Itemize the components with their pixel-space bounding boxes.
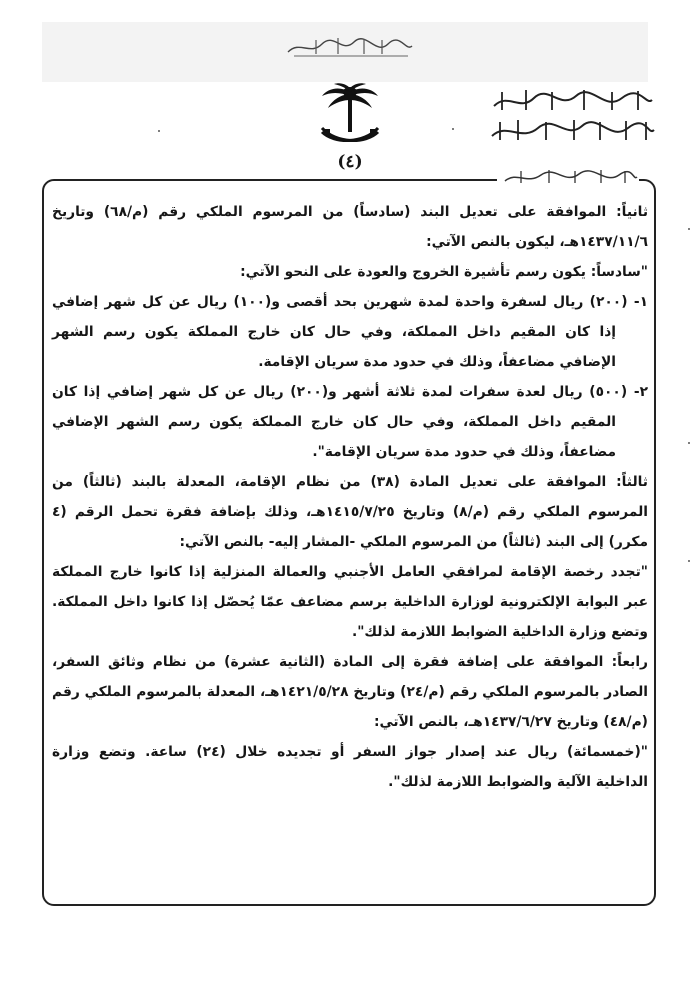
clause-fourth-text: الموافقة على إضافة فقرة إلى المادة (الثانية عشرة) من نظام وثائق السفر، الصادر بالمرسوم الملكي رقم (م/٢٤) وتاريخ ١٤٢١/٥/٢٨هـ، المعدلة بالمرسوم الملكي رقم (م/٤٨) وتاريخ ١٤٣٧/٦/٢٧هـ، بالنص الآتي: xyxy=(52,654,648,730)
clause-second-text: الموافقة على تعديل البند (سادساً) من المرسوم الملكي رقم (م/٦٨) وتاريخ ١٤٣٧/١١/٦هـ، ليكون بالنص الآتي: xyxy=(52,204,648,250)
saudi-emblem xyxy=(316,82,384,154)
clause-second xyxy=(52,197,648,257)
scan-speck xyxy=(452,128,454,130)
scan-speck xyxy=(688,442,690,444)
clause-fourth-lead: رابعاً: xyxy=(603,654,648,670)
scan-speck xyxy=(688,560,690,562)
clause-third-text: الموافقة على تعديل المادة (٣٨) من نظام الإقامة، المعدلة بالبند (ثالثاً) من المرسوم الملكي رقم (م/٨) وتاريخ ١٤١٥/٧/٢٥هـ، وذلك بإضافة فقرة تحمل الرقم (٤ مكرر) إلى البند (ثالثاً) من المرسوم الملكي -المشار إليه- بالنص الآتي: xyxy=(52,474,648,550)
decision-header-calligraphy xyxy=(497,165,639,191)
scan-speck xyxy=(158,130,160,132)
decision-body xyxy=(52,197,648,797)
agency-seal-calligraphy xyxy=(488,84,656,154)
clause-third-lead: ثالثاً: xyxy=(606,474,648,490)
clause-third-quote: "تجدد رخصة الإقامة لمرافقي العامل الأجنبي والعمالة المنزلية إذا كانوا خارج المملكة عبر البوابة الإلكترونية لوزارة الداخلية برسم مضاعف عمّا يُحصّل إذا كانوا داخل المملكة. وتضع وزارة الداخلية الضوابط اللازمة لذلك". xyxy=(52,564,648,640)
clause-second-item-2: ٢- (٥٠٠) ريال لعدة سفرات لمدة ثلاثة أشهر و(٢٠٠) ريال عن كل شهر إضافي إذا كان المقيم داخل المملكة، وفي حال كان خارج المملكة يكون رسم الشهر الإضافي مضاعفاً، وذلك في حدود مدة سريان الإقامة". xyxy=(52,384,648,460)
basmala-calligraphy xyxy=(280,32,420,62)
clause-second-quote-intro: "سادساً: يكون رسم تأشيرة الخروج والعودة على النحو الآتي: xyxy=(240,264,648,280)
scan-speck xyxy=(688,228,690,230)
clause-fourth-quote: "(خمسمائة) ريال عند إصدار جواز السفر أو تجديده خلال (٢٤) ساعة. وتضع وزارة الداخلية الآلية والضوابط اللازمة لذلك". xyxy=(52,744,648,790)
clause-fourth xyxy=(52,647,648,737)
clause-second-item-1: ١- (٢٠٠) ريال لسفرة واحدة لمدة شهرين بحد أقصى و(١٠٠) ريال عن كل شهر إضافي إذا كان المقيم داخل المملكة، وفي حال كان خارج المملكة يكون رسم الشهر الإضافي مضاعفاً، وذلك في حدود مدة سريان الإقامة. xyxy=(52,294,648,370)
clause-second-lead: ثانياً: xyxy=(606,204,648,220)
page-number: (٤) xyxy=(337,152,363,172)
clause-third xyxy=(52,467,648,557)
